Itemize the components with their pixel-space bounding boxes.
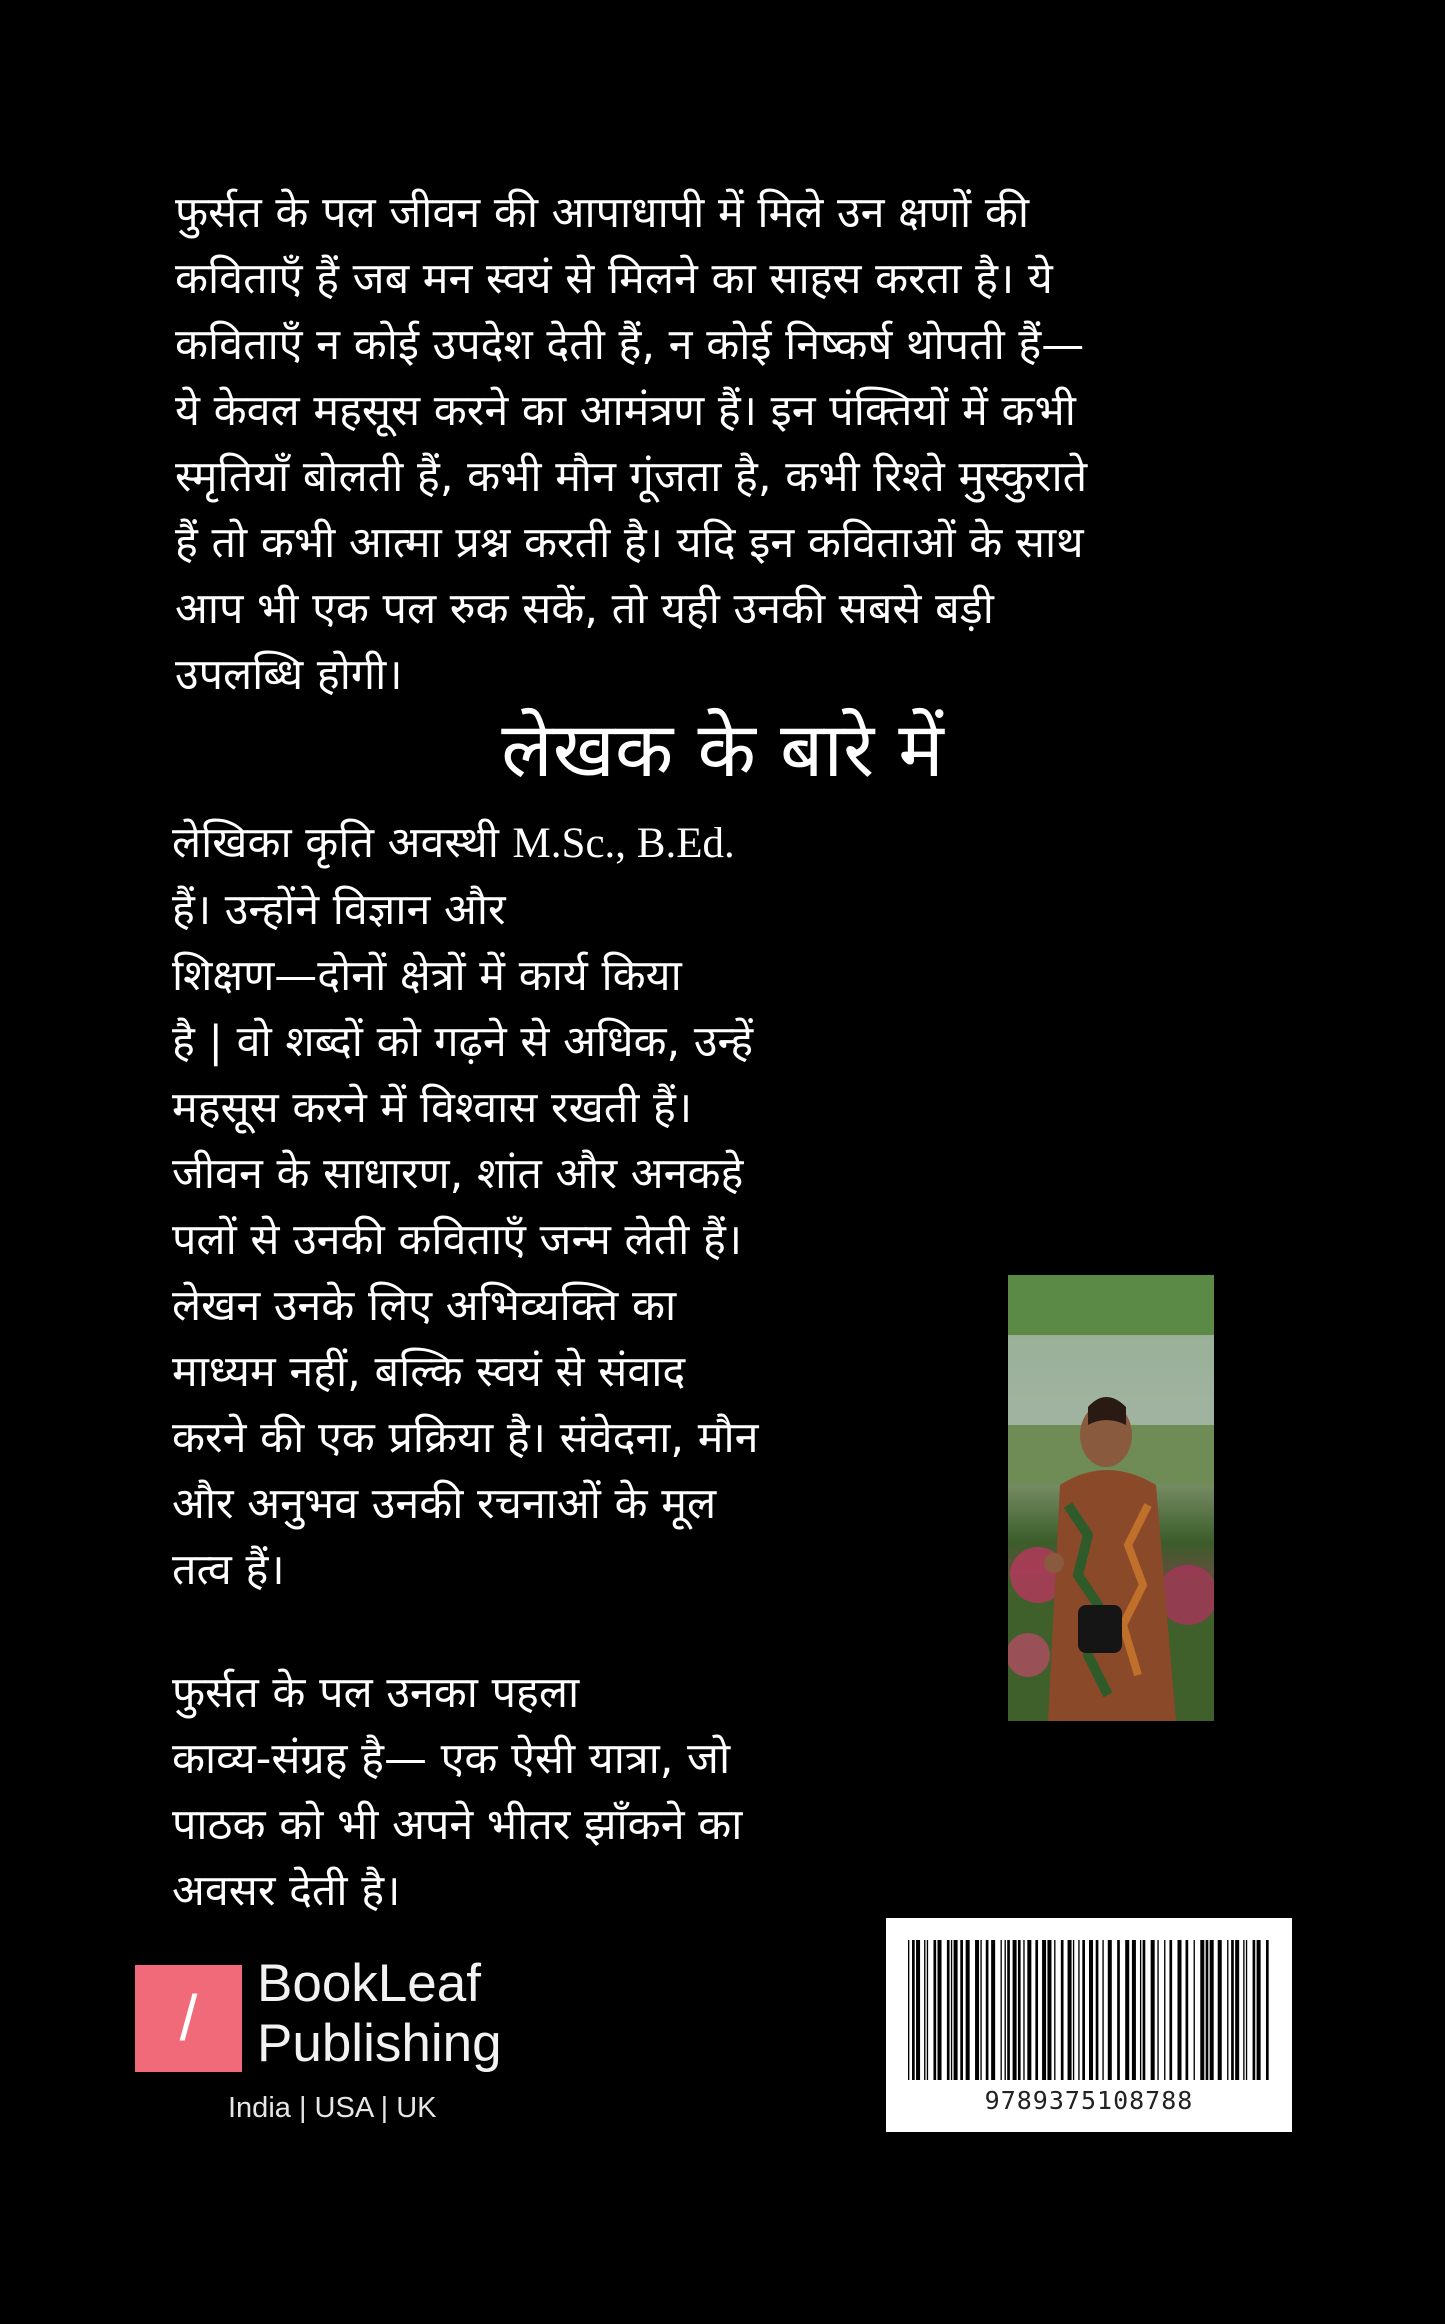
barcode-bar <box>1266 1940 1269 2080</box>
barcode-bar <box>951 1940 952 2080</box>
barcode-bar <box>1018 1940 1021 2080</box>
barcode-bar <box>1102 1940 1103 2080</box>
barcode-bar <box>1143 1940 1146 2080</box>
blurb <box>175 180 1235 708</box>
barcode-bar <box>1246 1940 1247 2080</box>
bio-closing-line: पाठक को भी अपने भीतर झाँकने का <box>172 1800 743 1850</box>
barcode-bar <box>1169 1940 1172 2080</box>
barcode-bar <box>1027 1940 1031 2080</box>
bio-first-line <box>172 810 872 877</box>
barcode-bar <box>947 1940 950 2080</box>
barcode-bar <box>1206 1940 1209 2080</box>
barcode-bar <box>975 1940 979 2080</box>
barcode-bar <box>1157 1940 1158 2080</box>
bio-line: जीवन के साधारण, शांत और अनकहे <box>172 1149 744 1199</box>
blurb-line: उपलब्धि होगी। <box>175 650 403 700</box>
bio-line: हैं। उन्होंने विज्ञान और <box>172 885 506 935</box>
barcode-bar <box>938 1940 942 2080</box>
barcode-bar <box>933 1940 936 2080</box>
bio-line: और अनुभव उनकी रचनाओं के मूल <box>172 1479 717 1529</box>
barcode-bar <box>1243 1940 1244 2080</box>
publisher-logo-icon: / <box>135 1965 242 2072</box>
barcode-bar <box>1235 1940 1239 2080</box>
barcode-bar <box>1054 1940 1055 2080</box>
barcode-bar <box>1117 1940 1120 2080</box>
barcode-bar <box>986 1940 989 2080</box>
publisher-name-line2: Publishing <box>257 2014 502 2073</box>
blurb-line: ये केवल महसूस करने का आमंत्रण हैं। इन पंक्तियों में कभी <box>175 386 1076 436</box>
blurb-line: कविताएँ न कोई उपदेश देती हैं, न कोई निष्कर्ष थोपती हैं— <box>175 320 1085 370</box>
barcode-bar <box>1096 1940 1099 2080</box>
barcode-bar <box>966 1940 970 2080</box>
blurb-line: हैं तो कभी आत्मा प्रश्न करती है। यदि इन कविताओं के साथ <box>175 518 1084 568</box>
publisher-name <box>257 1954 502 2074</box>
barcode-bar <box>1218 1940 1222 2080</box>
barcode-bar <box>1023 1940 1024 2080</box>
barcode-bar <box>1200 1940 1204 2080</box>
barcode-bar <box>916 1940 920 2080</box>
barcode-bar <box>1186 1940 1189 2080</box>
barcode-bar <box>1140 1940 1141 2080</box>
barcode-bar <box>980 1940 981 2080</box>
barcode-bar <box>927 1940 928 2080</box>
barcode-bar <box>1078 1940 1079 2080</box>
barcode-bar <box>1177 1940 1181 2080</box>
barcode-bar <box>1013 1940 1017 2080</box>
author-photo <box>1008 1275 1214 1721</box>
barcode-bar <box>1082 1940 1085 2080</box>
barcode-bar <box>1042 1940 1046 2080</box>
barcode-bar <box>924 1940 925 2080</box>
bio-line: महसूस करने में विश्वास रखती हैं। <box>172 1083 693 1133</box>
barcode-bar <box>1227 1940 1228 2080</box>
bio-closing-line: अवसर देती है। <box>172 1866 401 1916</box>
barcode-bar <box>908 1940 909 2080</box>
barcode-bar <box>1007 1940 1010 2080</box>
barcode-bar <box>1132 1940 1136 2080</box>
barcode-bar <box>960 1940 963 2080</box>
barcode-bar <box>1194 1940 1195 2080</box>
bio-closing-line: काव्य-संग्रह है— एक ऐसी यात्रा, जो <box>172 1734 731 1784</box>
barcode-bars <box>908 1940 1270 2080</box>
publisher-name-line1: BookLeaf <box>257 1954 481 2013</box>
barcode-bar <box>1231 1940 1234 2080</box>
about-author-heading: लेखक के बारे में <box>501 705 944 794</box>
barcode-bar <box>1164 1940 1165 2080</box>
bio-line: माध्यम नहीं, बल्कि स्वयं से संवाद <box>172 1347 686 1397</box>
barcode-bar <box>1005 1940 1006 2080</box>
blurb-line: स्मृतियाँ बोलती हैं, कभी मौन गूंजता है, कभी रिश्ते मुस्कुराते <box>175 452 1088 502</box>
barcode-bar <box>954 1940 958 2080</box>
blurb-line: कविताएँ हैं जब मन स्वयं से मिलने का साहस करता है। ये <box>175 254 1053 304</box>
bio-line: तत्व हैं। <box>172 1545 285 1595</box>
barcode-bar <box>1035 1940 1038 2080</box>
blurb-line: फुर्सत के पल जीवन की आपाधापी में मिले उन क्षणों की <box>175 188 1030 238</box>
isbn-barcode <box>886 1918 1292 2132</box>
barcode-bar <box>1073 1940 1074 2080</box>
barcode-bar <box>1257 1940 1261 2080</box>
bio-line: शिक्षण—दोनों क्षेत्रों में कार्य किया <box>172 951 682 1001</box>
barcode-bar <box>991 1940 995 2080</box>
bio-closing-line: फुर्सत के पल उनका पहला <box>172 1668 580 1718</box>
barcode-bar <box>1089 1940 1093 2080</box>
author-degrees: M.Sc., B.Ed. <box>512 820 735 867</box>
author-bio-closing <box>172 1660 872 1924</box>
author-bio <box>172 810 872 1603</box>
barcode-bar <box>1001 1940 1002 2080</box>
barcode-bar <box>1151 1940 1155 2080</box>
barcode-bar <box>1253 1940 1256 2080</box>
bio-name-text: लेखिका कृति अवस्थी <box>172 818 513 868</box>
barcode-bar <box>1061 1940 1064 2080</box>
publisher-regions: India | USA | UK <box>228 2092 437 2124</box>
bio-line: करने की एक प्रक्रिया है। संवेदना, मौन <box>172 1413 759 1463</box>
bio-line: लेखन उनके लिए अभिव्यक्ति का <box>172 1281 677 1331</box>
blurb-line: आप भी एक पल रुक सकें, तो यही उनकी सबसे बड़ी <box>175 584 994 634</box>
barcode-bar <box>1210 1940 1214 2080</box>
barcode-bar <box>912 1940 915 2080</box>
barcode-bar <box>1108 1940 1112 2080</box>
barcode-bar <box>1047 1940 1051 2080</box>
bio-line: पलों से उनकी कविताएँ जन्म लेती हैं। <box>172 1215 743 1265</box>
barcode-bar <box>1068 1940 1072 2080</box>
bio-line: है | वो शब्दों को गढ़ने से अधिक, उन्हें <box>172 1017 754 1067</box>
isbn-number: 9789375108788 <box>984 2086 1194 2115</box>
barcode-bar <box>1125 1940 1129 2080</box>
